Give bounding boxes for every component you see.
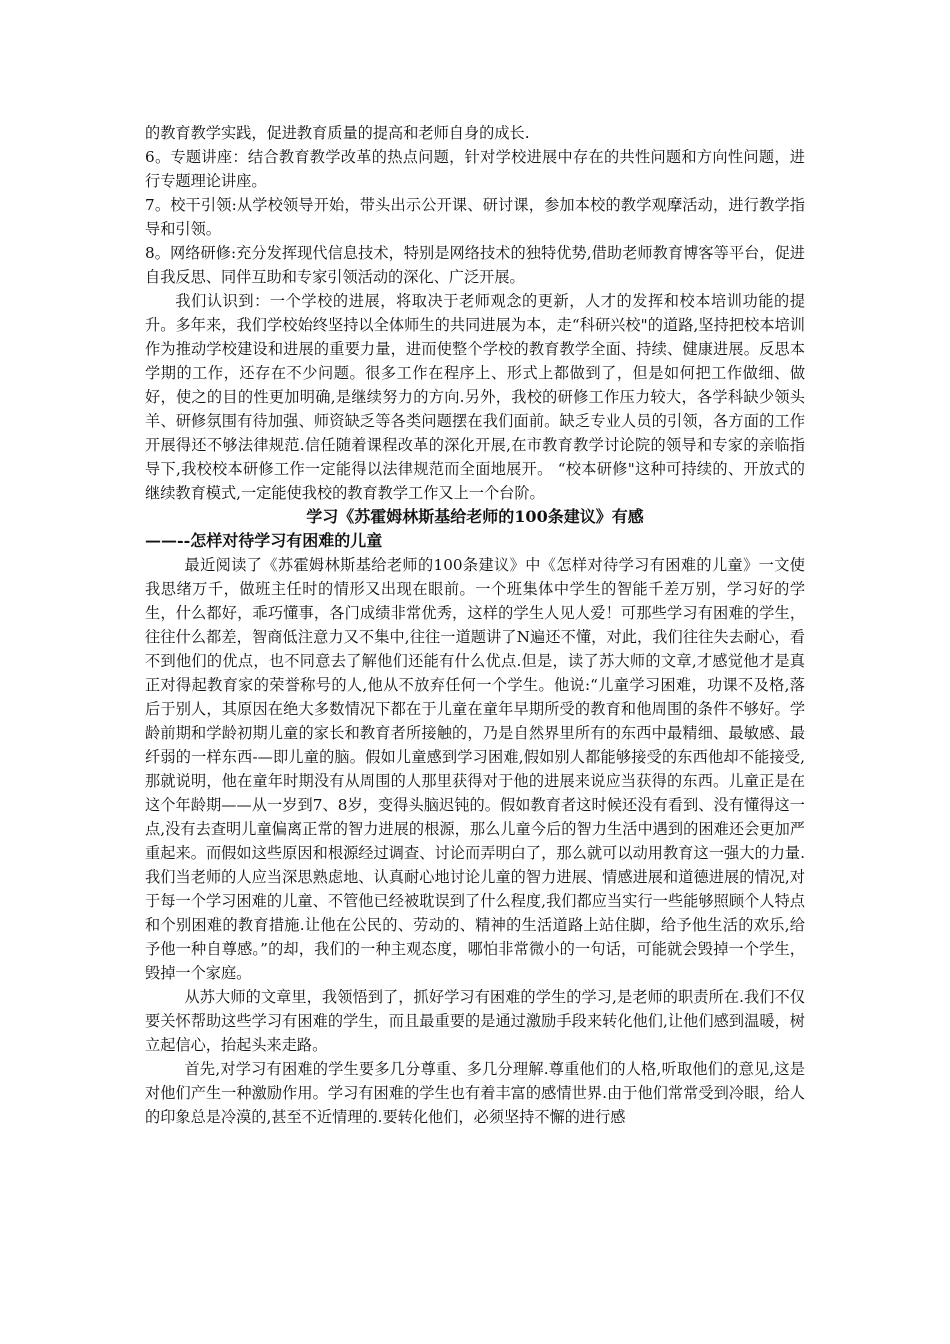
document-page — [145, 121, 805, 1129]
paragraph-body-2: 从苏大师的文章里，我领悟到了，抓好学习有困难的学生的学习,是老师的职责所在.我们不仅要关怀帮助这些学习有困难的学生，而且最重要的是通过激励手段来转化他们,让他们感到温暖，树立起信心，抬起头来走路。 — [145, 988, 805, 1054]
paragraph-item-8: 8。网络研修:充分发挥现代信息技术，特别是网络技术的独特优势,借助老师教育博客等平台，促进自我反思、同伴互助和专家引领活动的深化、广泛开展。 — [145, 244, 805, 286]
paragraph-item-6: 6。专题讲座：结合教育教学改革的热点问题，针对学校进展中存在的共性问题和方向性问题，进行专题理论讲座。 — [145, 148, 805, 190]
paragraph-body-1: 最近阅读了《苏霍姆林斯基给老师的100条建议》中《怎样对待学习有困难的儿童》一文使我思绪万千，做班主任时的情形又出现在眼前。一个班集体中学生的智能千差万别，学习好的学生，什么都好，乖巧懂事，各门成绩非常优秀，这样的学生人见人爱！可那些学习有困难的学生，往往什么都差，智商低注意力又不集中,往往一道题讲了N遍还不懂，对此，我们往往失去耐心，看不到他们的优点，也不同意去了解他们还能有什么优点.但是，读了苏大师的文章,才感觉他才是真正对得起教育家的荣誉称号的人,他从不放弃任何一个学生。他说:“儿童学习困难，功课不及格,落后于别人，其原因在绝大多数情况下都在于儿童在童年早期所受的教育和他周围的条件不够好。学龄前期和学龄初期儿童的家长和教育者所接触的，乃是自然界里所有的东西中最精细、最敏感、最纤弱的一样东西-—即儿童的脑。假如儿童感到学习困难,假如别人都能够接受的东西他却不能接受,那就说明，他在童年时期没有从周围的人那里获得对于他的进展来说应当获得的东西。儿童正是在这个年龄期——从一岁到7、8岁，变得头脑迟钝的。假如教育者这时候还没有看到、没有懂得这一点,没有去查明儿童偏离正常的智力进展的根源，那么儿童今后的智力生活中遇到的困难还会更加严重起来。而假如这些原因和根源经过调查、讨论而弄明白了，那么就可以动用教育这一强大的力量.我们当老师的人应当深思熟虑地、认真耐心地讨论儿童的智力进展、情感进展和道德进展的情况,对于每一个学习困难的儿童、不管他已经被耽误到了什么程度,我们都应当实行一些能够照顾个人特点和个别困难的教育措施.让他在公民的、劳动的、精神的生活道路上站住脚，给予他生活的欢乐,给予他一种自尊感。”的却，我们的一种主观态度，哪怕非常微小的一句话，可能就会毁掉一个学生，毁掉一个家庭。 — [145, 556, 805, 982]
paragraph-continuation: 的教育教学实践，促进教育质量的提高和老师自身的成长. — [145, 124, 530, 142]
paragraph-item-7: 7。校干引领:从学校领导开始，带头出示公开课、研讨课，参加本校的教学观摩活动，进行教学指导和引领。 — [145, 196, 805, 238]
essay-title: 学习《苏霍姆林斯基给老师的100条建议》有感 — [306, 507, 644, 526]
paragraph-summary: 我们认识到：一个学校的进展，将取决于老师观念的更新，人才的发挥和校本培训功能的提升。多年来，我们学校始终坚持以全体师生的共同进展为本，走“科研兴校"的道路,坚持把校本培训作为推动学校建设和进展的重要力量，进而使整个学校的教育教学全面、持续、健康进展。反思本学期的工作，还存在不少问题。很多工作在程序上、形式上都做到了，但是如何把工作做细、做好，使之的目的性更加明确,是继续努力的方向.另外，我校的研修工作压力较大，各学科缺少领头羊、研修氛围有待加强、师资缺乏等各类问题摆在我们面前。缺乏专业人员的引领，各方面的工作开展得还不够法律规范.信任随着课程改革的深化开展,在市教育教学讨论院的领导和专家的亲临指导下,我校校本研修工作一定能得以法律规范而全面地展开。 “校本研修"这种可持续的、开放式的继续教育模式,一定能使我校的教育教学工作又上一个台阶。 — [145, 292, 805, 502]
paragraph-body-3: 首先,对学习有困难的学生要多几分尊重、多几分理解.尊重他们的人格,听取他们的意见,这是对他们产生一种激励作用。学习有困难的学生也有着丰富的感情世界.由于他们常常受到冷眼，给人的印象总是冷漠的,甚至不近情理的.要转化他们，必须坚持不懈的进行感 — [145, 1060, 805, 1126]
essay-subtitle: ——--怎样对待学习有困难的儿童 — [145, 531, 383, 550]
